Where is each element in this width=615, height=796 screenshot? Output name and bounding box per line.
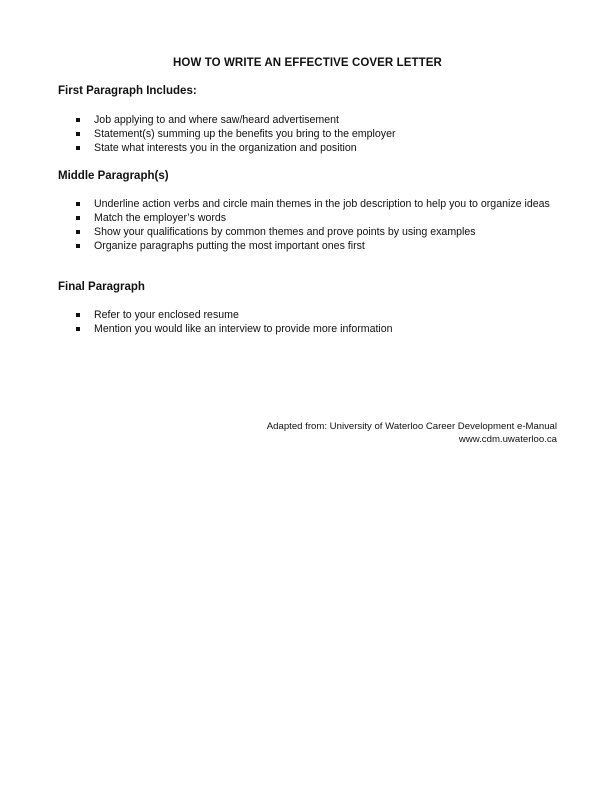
square-bullet-icon (76, 202, 80, 206)
square-bullet-icon (76, 216, 80, 220)
list-item-text: Refer to your enclosed resume (94, 309, 239, 321)
list-item-text: Match the employer’s words (94, 212, 227, 224)
list-item (76, 127, 556, 141)
list-item-text: Job applying to and where saw/heard advertisement (94, 114, 339, 126)
source-credit (267, 420, 557, 446)
square-bullet-icon (76, 146, 80, 150)
first-paragraph-list (76, 113, 556, 155)
square-bullet-icon (76, 244, 80, 248)
list-item (76, 141, 556, 155)
square-bullet-icon (76, 230, 80, 234)
square-bullet-icon (76, 327, 80, 331)
credit-source-line: Adapted from: University of Waterloo Career Development e-Manual (266, 421, 557, 432)
final-paragraph-list (76, 308, 556, 336)
list-item (76, 113, 556, 127)
list-item-text: Show your qualifications by common themes and prove points by using examples (94, 226, 476, 238)
list-item-text: Mention you would like an interview to provide more information (94, 323, 393, 335)
square-bullet-icon (76, 132, 80, 136)
section-heading-middle-paragraphs: Middle Paragraph(s) (58, 170, 169, 182)
list-item (76, 322, 556, 336)
credit-url: www.cdm.uwaterloo.ca (458, 434, 557, 445)
list-item-text: State what interests you in the organization and position (94, 142, 357, 154)
list-item (76, 211, 556, 225)
list-item-text: Underline action verbs and circle main themes in the job description to help you to organize ideas (94, 198, 550, 210)
square-bullet-icon (76, 118, 80, 122)
list-item (76, 225, 556, 239)
middle-paragraph-list (76, 197, 556, 253)
list-item (76, 239, 556, 253)
page-title: HOW TO WRITE AN EFFECTIVE COVER LETTER (173, 57, 442, 69)
section-heading-final-paragraph: Final Paragraph (58, 281, 145, 293)
list-item (76, 308, 556, 322)
list-item (76, 197, 556, 211)
section-heading-first-paragraph: First Paragraph Includes: (58, 85, 197, 97)
list-item-text: Statement(s) summing up the benefits you bring to the employer (94, 128, 396, 140)
square-bullet-icon (76, 313, 80, 317)
list-item-text: Organize paragraphs putting the most important ones first (94, 240, 365, 252)
